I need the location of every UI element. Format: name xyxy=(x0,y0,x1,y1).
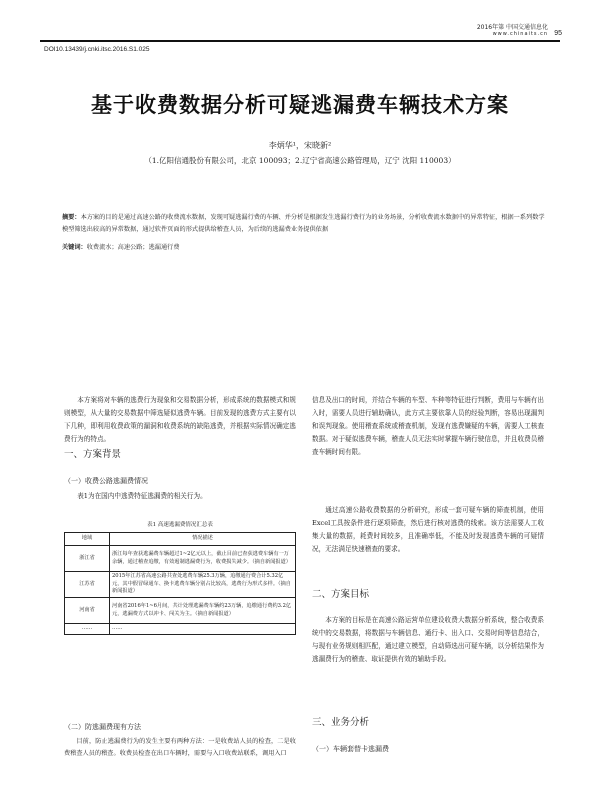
subsection-2-text: 目前，防止逃漏费行为的发生主要有两种方法：一是收费站人员的检查，二是收费稽查人员的稽查。收费员检查在出口车辆时，需要与入口收费站联系，调用入口 xyxy=(64,738,296,757)
table-row xyxy=(65,598,296,624)
section-1-heading: 一、方案背景 xyxy=(64,449,122,460)
table-cell-region: 河南省 xyxy=(65,598,110,624)
right-continuation-paragraph: 信息及出口的时间，并结合车辆的车型、车种等特征进行判断，费用与车辆有出入时，需要人员进行辅助确认，此方式主要依靠人员的经验判断，容易出现漏判和误判现象。使用稽查系统或稽查机制，发现有逃费嫌疑的车辆，需要人工核查数据。对于疑似逃费车辆，稽查人员无法实时掌握车辆行驶信息，并且收费员稽查车辆时间有限。 xyxy=(312,396,544,456)
keywords xyxy=(62,242,548,251)
authors: 李炳华¹，宋晓新² xyxy=(268,141,332,150)
section-3-heading: 三、业务分析 xyxy=(312,717,370,728)
table-row xyxy=(65,572,296,598)
data-table xyxy=(64,532,296,635)
keywords-label: 关键词： xyxy=(62,244,87,251)
page-number: 95 xyxy=(554,30,562,37)
table-cell-description: 浙江每年查获逃漏费车辆超过1~2亿元以上，截止目前已查获逃费车辆有一万余辆，通过稽查追缴，有效遏制逃漏费行为，收费损失减少。（摘自新闻报道） xyxy=(110,546,296,572)
subsection-2-heading: （二）防逃漏费现有方法 xyxy=(64,723,141,731)
abstract-text: 本方案的目的是通过高速公路的收费流水数据，发现可疑逃漏行费的车辆、并分析是根据发生逃漏行费行为的业务场景，分析收费流水数据中的异常特征，根据一系列数学模型筛选出较高的异常数据，通过软件页面的形式提供给稽查人员，为后续的逃漏费业务提供依据 xyxy=(62,214,545,233)
table-header: 地域 xyxy=(65,533,110,546)
table-cell-description: 2015年江苏省高速公路共查处逃费车辆25.3万辆，追缴通行费合计5.32亿元，其中假冒绿通车、换卡逃费车辆分别占比较高，逃费行为形式多样。（摘自新闻报道） xyxy=(110,572,296,598)
table-caption: 表1 高速逃漏费情况汇总表 xyxy=(147,522,213,528)
right-paragraph-2: 通过高速公路收费数据的分析研究，形成一套可疑车辆的筛查机制，使用Excel工具按条件进行逐项筛查，然后进行核对逃费的线索。该方法需要人工收集大量的数据，耗费时间较多，且准确率低，不能及时发现逃费车辆的可疑情况，无法满足快速稽查的要求。 xyxy=(312,506,544,553)
journal-name: 2016年第 中国交通信息化 xyxy=(476,24,548,31)
table-header: 情况描述 xyxy=(110,533,296,546)
table-cell-region: …… xyxy=(65,624,110,635)
abstract xyxy=(62,212,548,236)
keywords-text: 收费流水；高速公路；逃漏通行费 xyxy=(86,244,180,251)
table-cell-description: …… xyxy=(110,624,296,635)
table-header-row xyxy=(65,533,296,546)
journal-site: www.chinaits.cn xyxy=(492,31,548,37)
header-rule xyxy=(40,40,560,42)
section-2-text: 本方案的目标是在高速公路运营单位建设收费大数据分析系统，整合收费系统中的交易数据，将数据与车辆信息、通行卡、出入口、交易时间等信息结合，与现有业务规则相匹配，通过建立模型，自动筛选出可疑车辆，以分析结果作为逃漏费行为的稽查、取证提供有效的辅助手段。 xyxy=(312,616,544,663)
abstract-label: 摘要： xyxy=(62,214,81,221)
table-cell-description: 河南省2016年1~6月间，共计处理逃漏费车辆约23万辆，追缴通行费约3.2亿元，逃漏费方式以冲卡、闯关为主。（摘自新闻报道） xyxy=(110,598,296,624)
subsection-3-heading: （一）车辆套替卡逃漏费 xyxy=(312,745,389,753)
table-row xyxy=(65,546,296,572)
section-2-heading: 二、方案目标 xyxy=(312,589,370,600)
affiliation: （1.亿阳信通股份有限公司，北京 100093；2.辽宁省高速公路管理局，辽宁 沈阳 110003） xyxy=(144,156,456,165)
table-cell-region: 浙江省 xyxy=(65,546,110,572)
paper-title: 基于收费数据分析可疑逃漏费车辆技术方案 xyxy=(91,93,509,117)
subsection-1-heading: （一）收费公路逃漏费情况 xyxy=(64,477,148,485)
subsection-1-text: 表1为在国内中逃费特征逃漏费的相关行为。 xyxy=(77,492,207,500)
intro-paragraph: 本方案将对车辆的逃费行为现象和交易数据分析，形成系统的数据模式和规则模型，从大量的交易数据中筛选疑似逃费车辆。目前发现的逃费方式主要有以下几种，即利用收费政策的漏洞和收费系统的缺陷逃费，并根据实际情况确定逃费行为的特点。 xyxy=(64,396,296,443)
table-cell-region: 江苏省 xyxy=(65,572,110,598)
doi: DOI10.13439/j.cnki.itsc.2016.S1.025 xyxy=(44,46,150,53)
table-row xyxy=(65,624,296,635)
